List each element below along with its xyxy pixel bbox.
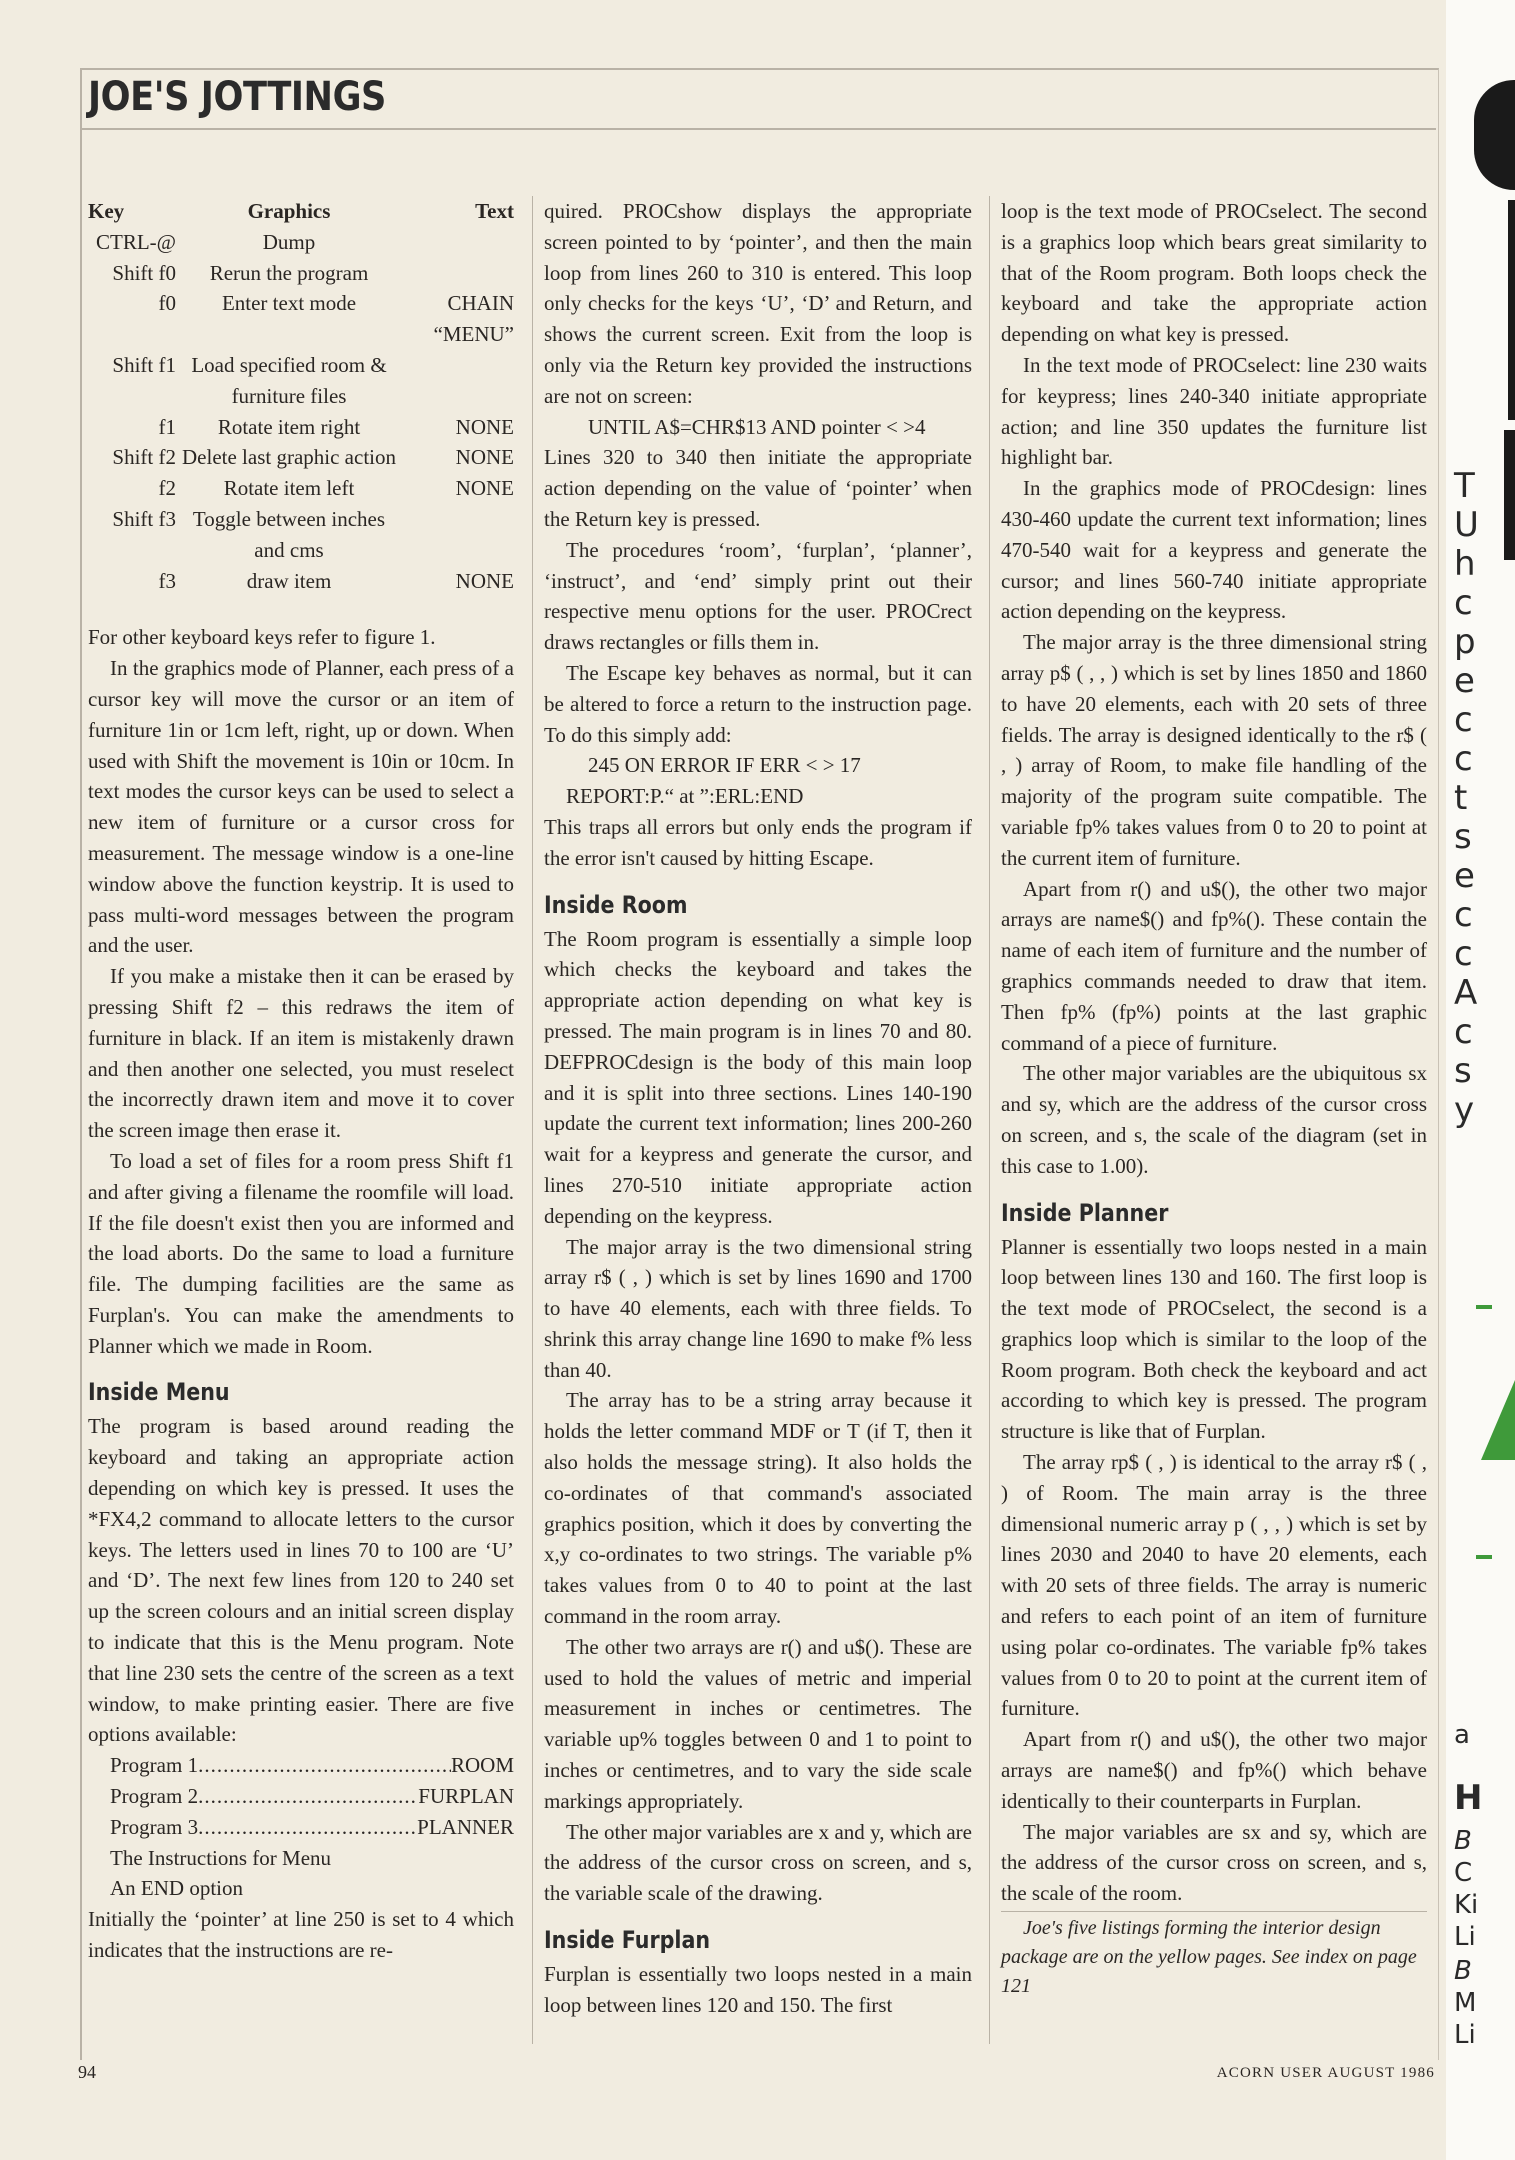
header-rule [80, 128, 1436, 130]
text-cell: NONE [455, 445, 514, 470]
graphics-cell: Load specified room & furniture files [191, 352, 387, 408]
table-row [88, 566, 514, 597]
section-heading-room: Inside Room [544, 890, 688, 919]
text-cell: NONE [455, 568, 514, 593]
section-heading-planner: Inside Planner [1001, 1198, 1169, 1227]
adjacent-graphic [1508, 200, 1515, 420]
paragraph: The other major variables are the ubiquitous sx and sy, which are the address of the cursor cross on screen, and s, the scale of the diagram (set in this case to 1.00). [1001, 1061, 1427, 1178]
adjacent-letter: c [1454, 700, 1473, 740]
section-heading-menu: Inside Menu [88, 1378, 230, 1407]
text-cell: CHAIN “MENU” [433, 291, 514, 347]
paragraph: The procedures ‘room’, ‘furplan’, ‘planner’, ‘instruct’, and ‘end’ simply print out their respective menu options for the user. PROCrect draws rectangles or fills them in. [544, 537, 972, 655]
option-label: The Instructions for Menu [110, 1845, 332, 1870]
adjacent-letter: c [1454, 1012, 1473, 1052]
list-item [110, 1812, 514, 1843]
text-cell [402, 227, 514, 258]
paragraph: The other two arrays are r() and u$(). These are used to hold the values of metric and imperial measurement in inches or centimetres. The variable up% toggles between 0 and 1 to point to inches or centimetres, and to vary the side scale markings appropriately. [544, 1634, 972, 1813]
adjacent-letter: h [1454, 544, 1476, 584]
section-heading-furplan: Inside Furplan [544, 1926, 711, 1955]
list-item [110, 1781, 514, 1812]
code-line: 245 ON ERROR IF ERR < > 17 [588, 753, 861, 778]
option-label: Program 1 [110, 1753, 199, 1778]
header-key: Key [88, 199, 125, 223]
column-2 [544, 196, 972, 2021]
adjacent-letter: C [1454, 1858, 1473, 1888]
key-cell: Shift f3 [112, 506, 176, 531]
text-cell [402, 350, 514, 412]
option-program: FURPLAN [418, 1784, 514, 1809]
table-row [88, 258, 514, 289]
adjacent-letter: U [1454, 505, 1479, 545]
table-row [88, 288, 514, 350]
key-cell: Shift f1 [112, 352, 176, 377]
paragraph: Planner is essentially two loops nested in a main loop between lines 130 and 160. The first loop is the text mode of PROCselect, the second is a graphics loop which is similar to the loop of the Room program. Both check the keyboard and act according to which key is pressed. The program structure is like that of Furplan. [1001, 1234, 1427, 1444]
paragraph: In the graphics mode of PROCdesign: lines 430-460 update the current text information; lines 470-540 wait for a keypress and generate the cursor; and lines 560-740 initiate appropriate action depending on the keypress. [1001, 476, 1427, 624]
adjacent-letter: B [1454, 1956, 1472, 1986]
code-line: UNTIL A$=CHR$13 AND pointer < >4 [588, 414, 926, 439]
key-cell: CTRL-@ [95, 229, 176, 254]
adjacent-letter: c [1454, 583, 1473, 623]
graphics-cell: draw item [246, 568, 332, 593]
adjacent-letter: t [1454, 778, 1468, 818]
table-row [88, 350, 514, 412]
adjacent-letter: Li [1454, 2020, 1476, 2050]
paragraph: loop is the text mode of PROCselect. The second is a graphics loop which bears great similarity to that of the Room program. Both loops check the keyboard and take the appropriate action depending on what key is pressed. [1001, 199, 1427, 347]
adjacent-graphic [1474, 80, 1515, 190]
paragraph: Lines 320 to 340 then initiate the appropriate action depending on the value of ‘pointer’ when the Return key is pressed. [544, 445, 972, 531]
paragraph: The Escape key behaves as normal, but it can be altered to force a return to the instruction page. To do this simply add: [544, 660, 972, 747]
paragraph: To load a set of files for a room press Shift f1 and after giving a filename the roomfile will load. If the file doesn't exist then you are informed and the load aborts. Do the same to load a furniture file. The dumping facilities are the same as Furplan's. You can make the amendments to Planner which we made in Room. [88, 1148, 514, 1358]
adjacent-letter: c [1454, 934, 1473, 974]
adjacent-graphic [1481, 1380, 1515, 1460]
column-divider [532, 196, 533, 2044]
key-cell: Shift f0 [112, 260, 176, 285]
table-row [88, 473, 514, 504]
graphics-cell: Dump [262, 229, 316, 254]
paragraph: In the text mode of PROCselect: line 230 waits for keypress; lines 240-340 initiate appropriate action; and line 350 updates the furniture list highlight bar. [1001, 352, 1427, 470]
adjacent-graphic [1476, 1555, 1492, 1559]
column-3 [1001, 196, 1427, 2001]
code-line: REPORT:P.“ at ”:ERL:END [566, 784, 804, 809]
adjacent-letter: a [1454, 1720, 1470, 1750]
header-graphics: Graphics [247, 199, 331, 223]
text-cell [402, 258, 514, 289]
paragraph: Apart from r() and u$(), the other two major arrays are name$() and fp%() which behave identically to their counterparts in Furplan. [1001, 1727, 1427, 1813]
adjacent-letter: B [1454, 1826, 1472, 1856]
paragraph: For other keyboard keys refer to figure 1. [88, 625, 436, 650]
adjacent-graphic [1504, 430, 1515, 560]
list-item [110, 1750, 514, 1781]
page-title: JOE'S JOTTINGS [88, 74, 386, 120]
paragraph: Initially the ‘pointer’ at line 250 is set to 4 which indicates that the instructions are re- [88, 1907, 514, 1963]
option-program: ROOM [450, 1753, 514, 1778]
page-number: 94 [78, 2062, 96, 2082]
list-item [110, 1843, 514, 1874]
adjacent-letter: p [1454, 622, 1476, 662]
paragraph: Furplan is essentially two loops nested in a main loop between lines 120 and 150. The first [544, 1962, 972, 2017]
graphics-cell: Delete last graphic action [182, 445, 396, 470]
paragraph: The major array is the two dimensional string array r$ ( , ) which is set by lines 1690 and 1700 to have 40 elements, each with three fields. To shrink this array change line 1690 to make f% less than 40. [544, 1234, 972, 1382]
key-cell: f3 [158, 568, 176, 593]
paragraph: The major array is the three dimensional string array p$ ( , , ) which is set by lines 1850 and 1860 to have 20 elements, each with 20 sets of three fields. The array is designed identically to the r$ ( , ) array of Room, to make file handling of the majority of the program suite compatible. The variable fp% takes values from 0 to 20 to point at the current item of furniture. [1001, 630, 1427, 870]
adjacent-letter: A [1454, 973, 1478, 1013]
paragraph: The other major variables are x and y, which are the address of the cursor cross on screen, and s, the variable scale of the drawing. [544, 1819, 972, 1906]
adjacent-letter: Li [1454, 1922, 1476, 1952]
paragraph: The array has to be a string array because it holds the letter command MDF or T (if T, then it also holds the message string). It also holds the co-ordinates of that command's associated graphics position, which it does by converting the x,y co-ordinates to two strings. The variable p% takes values from 0 to 40 to point at the last command in the room array. [544, 1388, 972, 1629]
key-table [88, 196, 514, 596]
paragraph: The array rp$ ( , ) is identical to the array r$ ( , ) of Room. The main array is the three dimensional numeric array p ( , , ) which is set by lines 2030 and 2040 to have 20 elements, each with 20 sets of three fields. The array is numeric and refers to each point of an item of furniture using polar co-ordinates. The variable fp% takes values from 0 to 20 to point at the current item of furniture. [1001, 1450, 1427, 1721]
graphics-cell: Toggle between inches and cms [192, 506, 386, 562]
key-cell: f0 [158, 291, 176, 316]
adjacent-letter: y [1454, 1090, 1475, 1130]
adjacent-letter: M [1454, 1988, 1477, 2018]
list-item [110, 1873, 514, 1904]
paragraph: This traps all errors but only ends the program if the error isn't caused by hitting Escape. [544, 814, 972, 870]
paragraph: Apart from r() and u$(), the other two major arrays are name$() and fp%(). These contain the name of each item of furniture and the number of graphics commands needed to draw that item. Then fp% (fp%) points at the last graphic command of a piece of furniture. [1001, 876, 1427, 1055]
issue-footer: ACORN USER AUGUST 1986 [1216, 2065, 1435, 2081]
leader-dots [198, 1750, 451, 1781]
adjacent-graphic [1476, 1305, 1492, 1309]
text-cell [402, 504, 514, 566]
column-divider [989, 196, 990, 2044]
paragraph: quired. PROCshow displays the appropriate screen pointed to by ‘pointer’, and then the main loop from lines 260 to 310 is entered. This loop only checks for the keys ‘U’, ‘D’ and Return, and shows the current screen. Exit from the loop is only via the Return key provided the instructions are not on screen: [544, 199, 972, 408]
adjacent-letter: Ki [1454, 1890, 1479, 1920]
listings-caption: Joe's five listings forming the interior design package are on the yellow pages. See index on page 121 [1001, 1911, 1427, 2001]
paragraph: The Room program is essentially a simple loop which checks the keyboard and takes the appropriate action depending on what key is pressed. The main program is in lines 70 and 80. DEFPROCdesign is the body of this main loop and it is split into three sections. Lines 140-190 update the current text information; lines 200-260 wait for a keypress and generate the cursor, and lines 270-510 initiate appropriate action depending on the keypress. [544, 926, 972, 1228]
key-cell: f2 [158, 476, 176, 501]
paragraph: The program is based around reading the keyboard and taking an appropriate action depending on which key is pressed. It uses the *FX4,2 command to allocate letters to the cursor keys. The letters used in lines 70 to 100 are ‘U’ and ‘D’. The next few lines from 120 to 240 set up the screen colours and an initial screen display to indicate that this is the Menu program. Note that line 230 sets the centre of the screen as a text window, to make printing easier. There are five options available: [88, 1414, 514, 1747]
table-row [88, 227, 514, 258]
adjacent-letter: e [1454, 661, 1475, 701]
table-row [88, 442, 514, 473]
table-row [88, 504, 514, 566]
menu-options-list [88, 1750, 514, 1904]
key-cell: f1 [158, 414, 176, 439]
option-label: Program 2 [110, 1784, 199, 1809]
paragraph: The major variables are sx and sy, which are the address of the cursor cross on screen, and s, the scale of the room. [1001, 1819, 1427, 1906]
option-program: PLANNER [417, 1814, 514, 1839]
key-table-header [88, 196, 514, 227]
leader-dots [198, 1812, 417, 1843]
table-row [88, 412, 514, 443]
adjacent-letter: T [1454, 466, 1475, 506]
paragraph: In the graphics mode of Planner, each press of a cursor key will move the cursor or an item of furniture 1in or 1cm left, right, up or down. When used with Shift the movement is 10in or 10cm. In text modes the cursor keys can be used to select a new item of furniture or a cursor cross for measurement. The message window is a one-line window above the function keystrip. It is used to pass multi-word messages between the program and the user. [88, 656, 514, 958]
leader-dots [198, 1781, 418, 1812]
option-label: An END option [110, 1876, 243, 1901]
text-cell: NONE [455, 414, 514, 439]
adjacent-letter: s [1454, 1051, 1472, 1091]
adjacent-page-edge [1446, 0, 1515, 2160]
header-text: Text [475, 199, 514, 223]
adjacent-letter: e [1454, 856, 1475, 896]
adjacent-letter: H [1454, 1778, 1483, 1818]
adjacent-letter: s [1454, 817, 1472, 857]
graphics-cell: Rerun the program [209, 260, 369, 285]
key-cell: Shift f2 [112, 445, 176, 470]
graphics-cell: Enter text mode [221, 291, 357, 316]
option-label: Program 3 [110, 1814, 199, 1839]
adjacent-letter: c [1454, 895, 1473, 935]
graphics-cell: Rotate item right [217, 414, 361, 439]
adjacent-letter: c [1454, 739, 1473, 779]
text-cell: NONE [455, 476, 514, 501]
graphics-cell: Rotate item left [223, 476, 355, 501]
column-1 [88, 196, 514, 1966]
paragraph: If you make a mistake then it can be erased by pressing Shift f2 – this redraws the item of furniture in black. If an item is mistakenly drawn and then another one selected, you must reselect the incorrectly drawn item and move it to cover the screen image then erase it. [88, 964, 514, 1143]
